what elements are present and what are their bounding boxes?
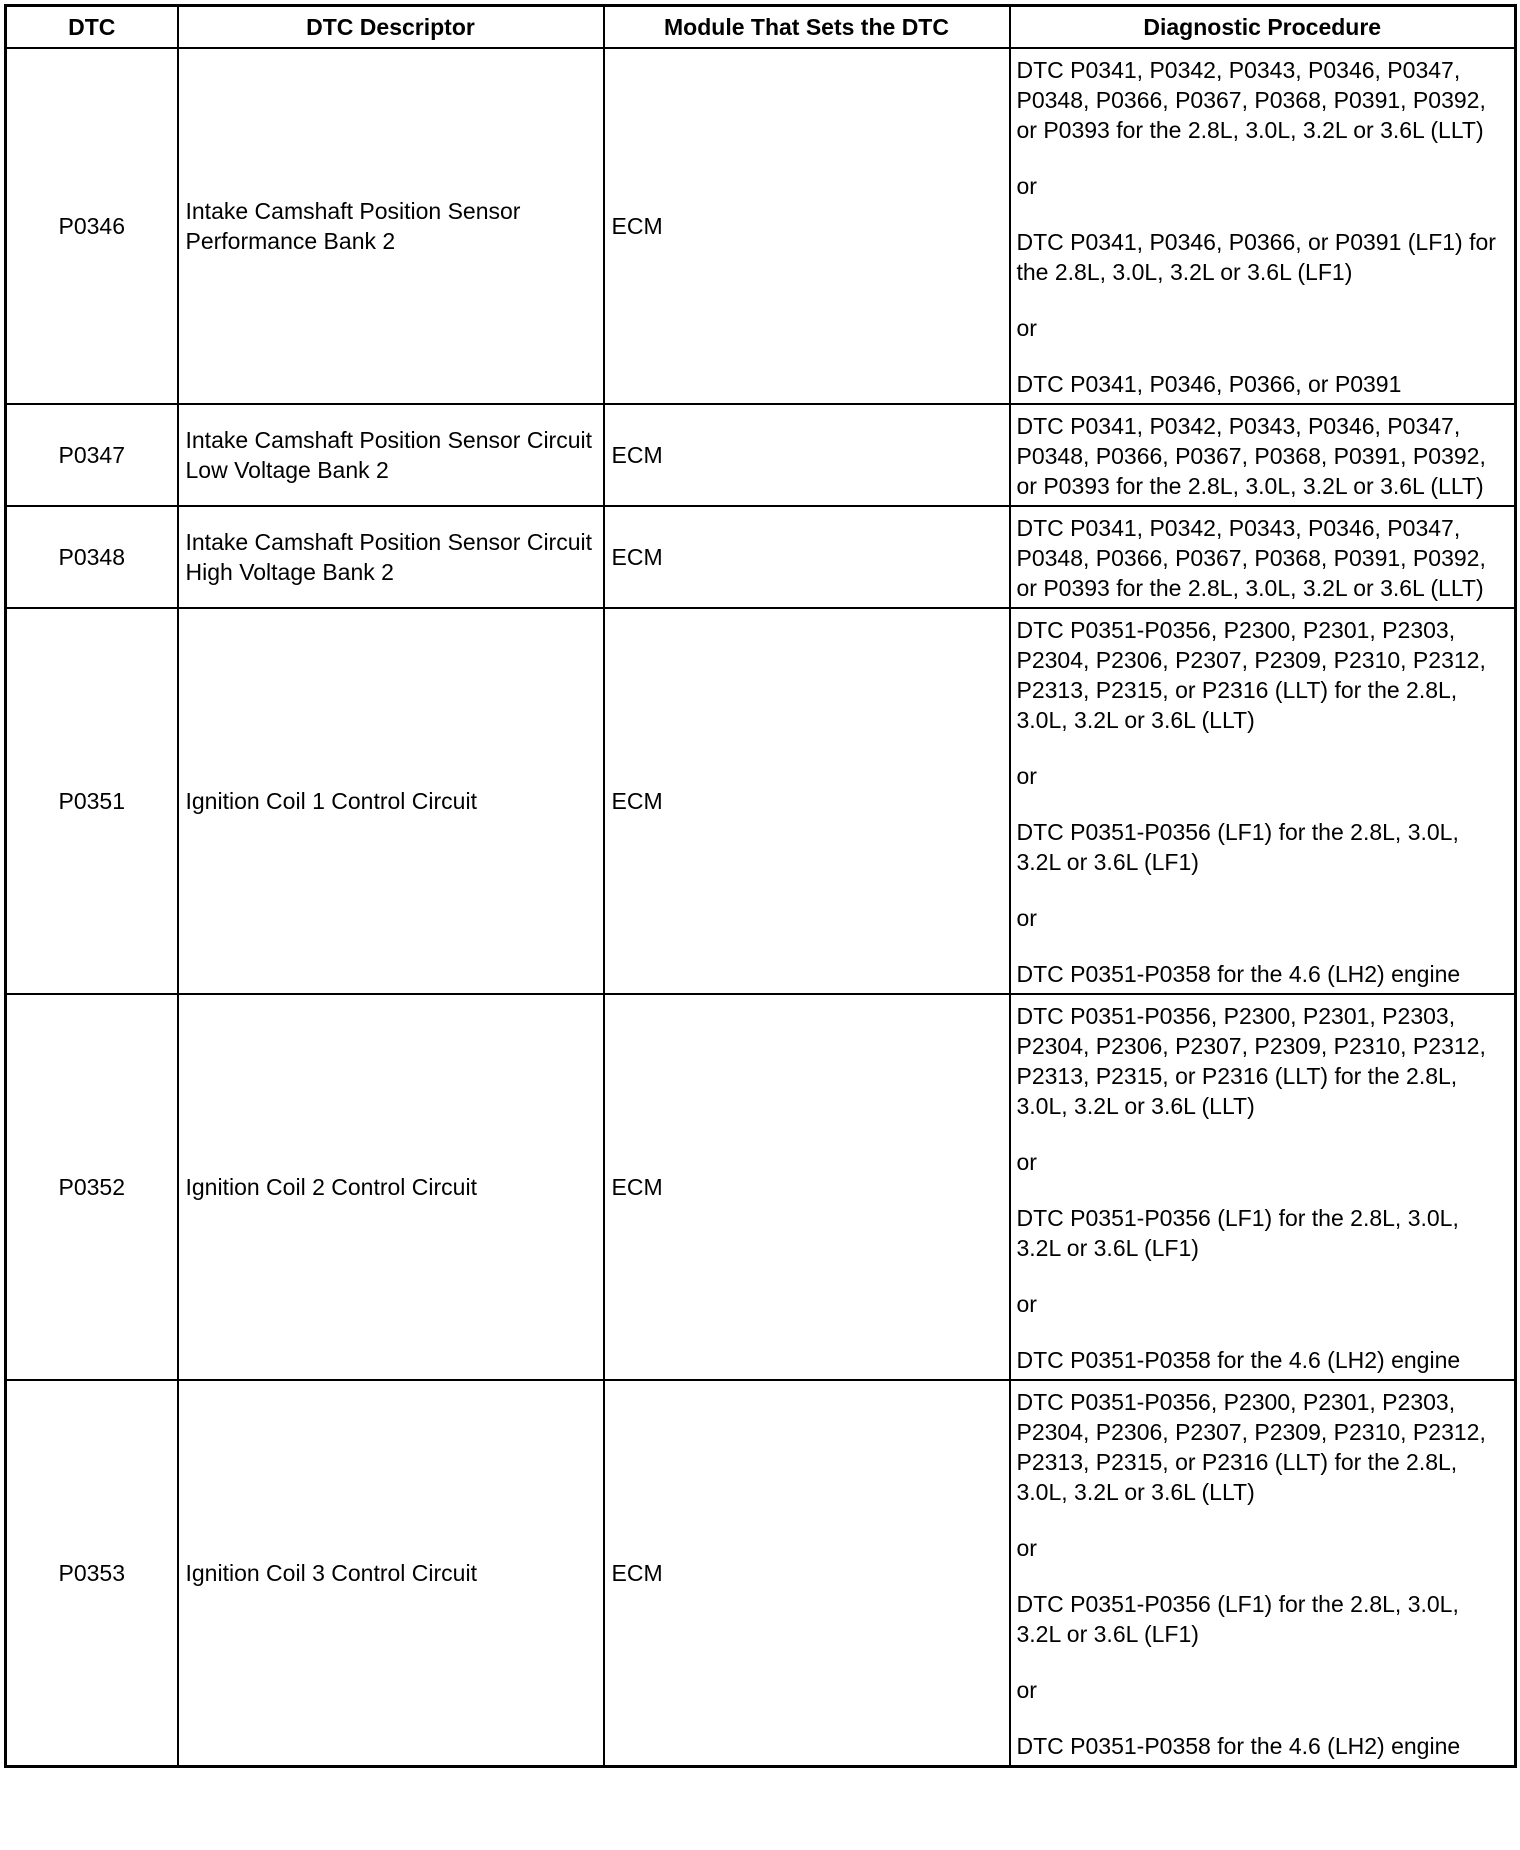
procedure-separator: or — [1016, 1677, 1037, 1703]
dtc-module: ECM — [604, 404, 1010, 506]
dtc-descriptor: Intake Camshaft Position Sensor Circuit High Voltage Bank 2 — [178, 506, 604, 608]
dtc-code: P0353 — [6, 1380, 178, 1767]
table-row — [6, 1380, 1516, 1767]
diagnostic-procedure — [1010, 506, 1516, 608]
procedure-separator: or — [1016, 905, 1037, 931]
procedure-separator: or — [1016, 1291, 1037, 1317]
procedure-separator: or — [1016, 173, 1037, 199]
header-row — [6, 6, 1516, 49]
table-header — [6, 6, 1516, 49]
procedure-link[interactable]: DTC P0351-P0358 for the 4.6 (LH2) engine — [1016, 1347, 1461, 1373]
dtc-module: ECM — [604, 994, 1010, 1380]
dtc-descriptor: Ignition Coil 1 Control Circuit — [178, 608, 604, 994]
procedure-link[interactable]: DTC P0341, P0342, P0343, P0346, P0347, P0348, P0366, P0367, P0368, P0391, P0392, or P0393 for the 2.8L, 3.0L, 3.2L or 3.6L (LLT) — [1016, 515, 1486, 601]
procedure-separator: or — [1016, 315, 1037, 341]
procedure-separator: or — [1016, 1149, 1037, 1175]
table-row — [6, 608, 1516, 994]
procedure-link[interactable]: DTC P0351-P0356, P2300, P2301, P2303, P2304, P2306, P2307, P2309, P2310, P2312, P2313, P2315, or P2316 (LLT) for the 2.8L, 3.0L, 3.2L or 3.6L (LLT) — [1016, 1389, 1486, 1505]
procedure-link[interactable]: DTC P0341, P0342, P0343, P0346, P0347, P0348, P0366, P0367, P0368, P0391, P0392, or P0393 for the 2.8L, 3.0L, 3.2L or 3.6L (LLT) — [1016, 57, 1486, 143]
procedure-link[interactable]: DTC P0351-P0356, P2300, P2301, P2303, P2304, P2306, P2307, P2309, P2310, P2312, P2313, P2315, or P2316 (LLT) for the 2.8L, 3.0L, 3.2L or 3.6L (LLT) — [1016, 1003, 1486, 1119]
dtc-module: ECM — [604, 1380, 1010, 1767]
dtc-descriptor: Intake Camshaft Position Sensor Performance Bank 2 — [178, 48, 604, 404]
dtc-descriptor: Ignition Coil 2 Control Circuit — [178, 994, 604, 1380]
header-module: Module That Sets the DTC — [604, 6, 1010, 49]
procedure-link[interactable]: DTC P0341, P0346, P0366, or P0391 — [1016, 371, 1402, 397]
header-procedure: Diagnostic Procedure — [1010, 6, 1516, 49]
header-descriptor: DTC Descriptor — [178, 6, 604, 49]
procedure-link[interactable]: DTC P0351-P0356, P2300, P2301, P2303, P2304, P2306, P2307, P2309, P2310, P2312, P2313, P2315, or P2316 (LLT) for the 2.8L, 3.0L, 3.2L or 3.6L (LLT) — [1016, 617, 1486, 733]
dtc-module: ECM — [604, 48, 1010, 404]
procedure-link[interactable]: DTC P0341, P0342, P0343, P0346, P0347, P0348, P0366, P0367, P0368, P0391, P0392, or P0393 for the 2.8L, 3.0L, 3.2L or 3.6L (LLT) — [1016, 413, 1486, 499]
diagnostic-procedure — [1010, 1380, 1516, 1767]
table-body — [6, 48, 1516, 1767]
diagnostic-procedure — [1010, 608, 1516, 994]
procedure-link[interactable]: DTC P0351-P0356 (LF1) for the 2.8L, 3.0L, 3.2L or 3.6L (LF1) — [1016, 819, 1459, 875]
diagnostic-procedure — [1010, 48, 1516, 404]
table-row — [6, 994, 1516, 1380]
table-row — [6, 506, 1516, 608]
dtc-code: P0346 — [6, 48, 178, 404]
dtc-module: ECM — [604, 608, 1010, 994]
procedure-link[interactable]: DTC P0351-P0358 for the 4.6 (LH2) engine — [1016, 961, 1461, 987]
procedure-link[interactable]: DTC P0351-P0356 (LF1) for the 2.8L, 3.0L, 3.2L or 3.6L (LF1) — [1016, 1205, 1459, 1261]
dtc-table — [4, 4, 1517, 1768]
procedure-separator: or — [1016, 763, 1037, 789]
procedure-separator: or — [1016, 1535, 1037, 1561]
diagnostic-procedure — [1010, 994, 1516, 1380]
table-row — [6, 48, 1516, 404]
header-dtc: DTC — [6, 6, 178, 49]
dtc-module: ECM — [604, 506, 1010, 608]
diagnostic-procedure — [1010, 404, 1516, 506]
procedure-link[interactable]: DTC P0351-P0358 for the 4.6 (LH2) engine — [1016, 1733, 1461, 1759]
dtc-code: P0351 — [6, 608, 178, 994]
dtc-code: P0347 — [6, 404, 178, 506]
procedure-link[interactable]: DTC P0351-P0356 (LF1) for the 2.8L, 3.0L, 3.2L or 3.6L (LF1) — [1016, 1591, 1459, 1647]
procedure-link[interactable]: DTC P0341, P0346, P0366, or P0391 (LF1) for the 2.8L, 3.0L, 3.2L or 3.6L (LF1) — [1016, 229, 1496, 285]
dtc-descriptor: Intake Camshaft Position Sensor Circuit Low Voltage Bank 2 — [178, 404, 604, 506]
table-row — [6, 404, 1516, 506]
dtc-code: P0348 — [6, 506, 178, 608]
dtc-code: P0352 — [6, 994, 178, 1380]
dtc-descriptor: Ignition Coil 3 Control Circuit — [178, 1380, 604, 1767]
